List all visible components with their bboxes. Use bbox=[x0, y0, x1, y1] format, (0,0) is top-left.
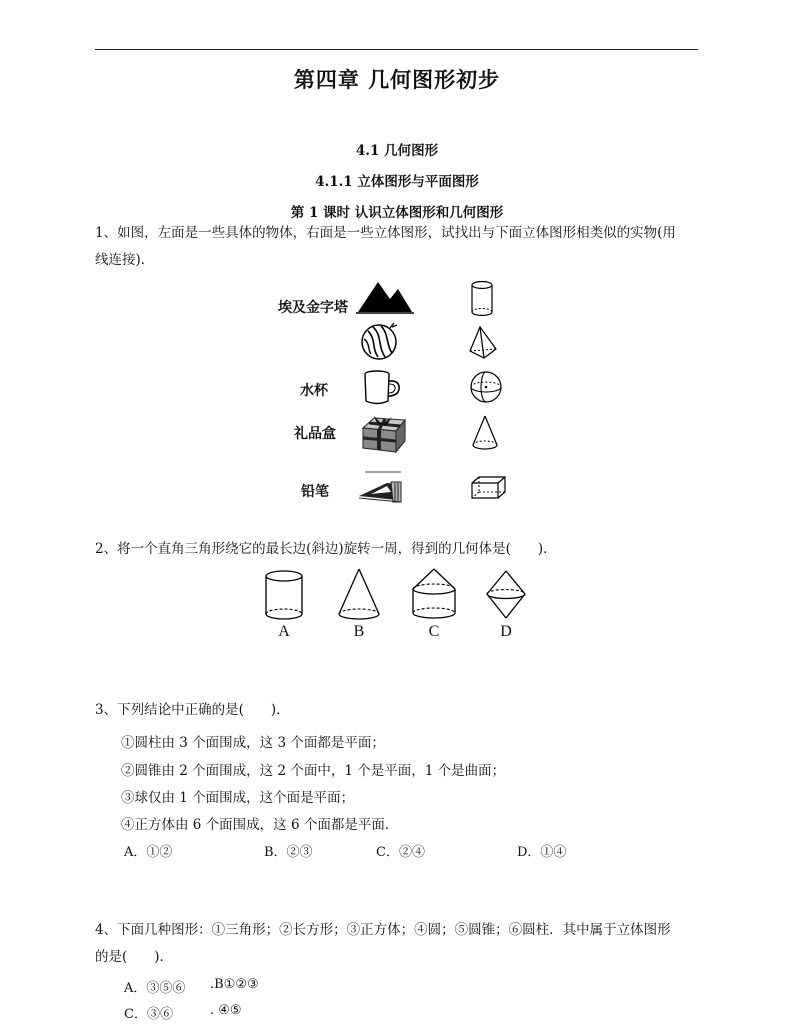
question-3-choice-a: A．①② bbox=[124, 845, 173, 860]
question-3-statement-2: ②圆锥由 2 个面围成，这 2 个面中，1 个是平面，1 个是曲面； bbox=[121, 763, 506, 779]
question-3-statement-1: ①圆柱由 3 个面围成，这 3 个面都是平面； bbox=[121, 735, 385, 751]
object-label-pyramid: 埃及金字塔 bbox=[278, 300, 348, 316]
option-d-label: D bbox=[500, 623, 512, 640]
question-1-text-line1: 1、如图，左面是一些具体的物体，右面是一些立体图形，试找出与下面立体图形相类似的实物(用 bbox=[95, 225, 676, 241]
chapter-title: 第四章 几何图形初步 bbox=[293, 67, 501, 92]
top-rule bbox=[95, 49, 698, 50]
cone-shape bbox=[470, 414, 500, 452]
sphere-shape bbox=[468, 369, 504, 405]
question-2-text: 2、将一个直角三角形绕它的最长边(斜边)旋转一周，得到的几何体是( )． bbox=[95, 541, 557, 557]
question-3-statement-3: ③球仅由 1 个面围成，这个面是平面； bbox=[121, 790, 355, 806]
gift-box-picture bbox=[360, 414, 408, 454]
option-b-label: B bbox=[353, 623, 365, 640]
question-4-text-line1: 4、下面几种图形：①三角形；②长方形；③正方体；④圆；⑤圆锥；⑥圆柱．其中属于立体图形 bbox=[95, 922, 671, 938]
option-c-label: C bbox=[428, 623, 440, 640]
cuboid-shape bbox=[469, 474, 509, 502]
question-3-choice-b: B．②③ bbox=[264, 845, 313, 860]
cylinder-shape bbox=[469, 279, 495, 319]
question-4-choice-a: A．③⑤⑥ bbox=[124, 981, 186, 996]
question-4-choice-d: . ④⑤ bbox=[210, 1003, 242, 1018]
pyramid-picture bbox=[356, 279, 414, 315]
object-label-cup: 水杯 bbox=[300, 383, 328, 399]
cup-picture bbox=[362, 369, 404, 407]
question-3-choice-c: C．②④ bbox=[376, 845, 425, 860]
question-3-statement-4: ④正方体由 6 个面围成，这 6 个面都是平面． bbox=[121, 817, 399, 833]
question-4 bbox=[95, 917, 705, 971]
section-title: 4.1 几何图形 bbox=[355, 143, 439, 159]
option-b-cone bbox=[336, 567, 382, 623]
question-3-choice-d: D．①④ bbox=[517, 845, 567, 860]
question-4-choice-c: C．③⑥ bbox=[124, 1007, 173, 1022]
question-1-text-line2: 线连接)． bbox=[95, 252, 155, 268]
pyramid-shape bbox=[466, 325, 500, 361]
lesson-title: 第 1 课时 认识立体图形和几何图形 bbox=[290, 205, 504, 221]
question-1 bbox=[95, 220, 705, 274]
question-4-text-line2: 的是( )． bbox=[95, 949, 174, 965]
object-label-pencil: 铅笔 bbox=[301, 484, 329, 500]
question-4-choice-b: .B①②③ bbox=[210, 977, 259, 992]
option-a-cylinder bbox=[263, 569, 305, 623]
option-a-label: A bbox=[278, 623, 290, 640]
watermelon-picture bbox=[360, 321, 402, 361]
object-label-gift-box: 礼品盒 bbox=[294, 426, 336, 442]
question-3-text: 3、下列结论中正确的是( )． bbox=[95, 702, 290, 718]
subsection-title: 4.1.1 立体图形与平面图形 bbox=[315, 174, 479, 190]
option-c-cone-cylinder bbox=[410, 567, 458, 623]
option-d-double-cone bbox=[484, 569, 528, 621]
pencil-picture bbox=[357, 470, 405, 504]
